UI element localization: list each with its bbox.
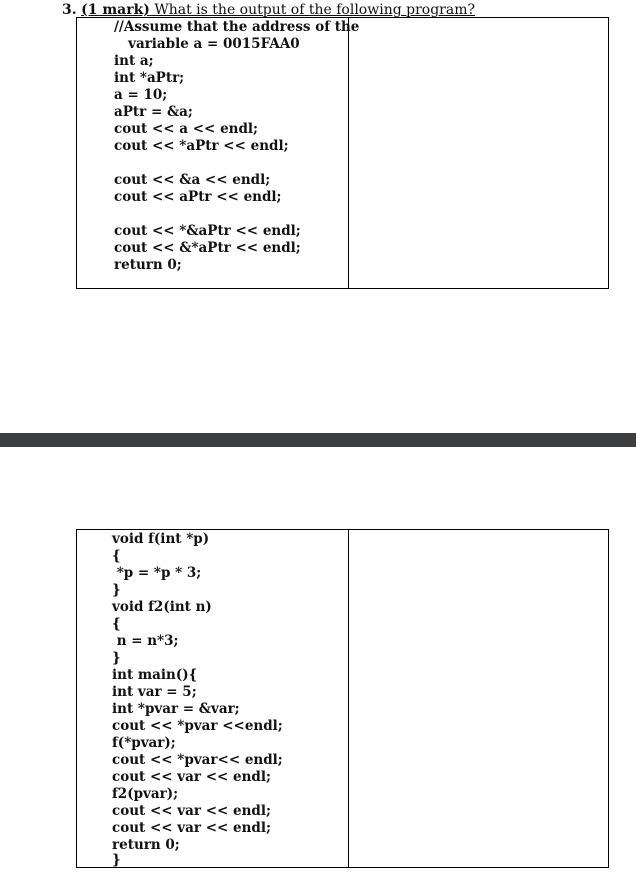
code-line: n = n*3; — [112, 633, 179, 649]
code-line: } — [112, 650, 121, 666]
question-marks: (1 mark) — [81, 2, 150, 18]
code-line: *p = *p * 3; — [112, 565, 202, 581]
code-line: cout << *pvar <<endl; — [112, 718, 283, 734]
program-table-2 — [76, 529, 609, 868]
question-text — [81, 2, 475, 18]
code-line: cout << &a << endl; — [114, 172, 271, 188]
question-number: 3. — [62, 2, 77, 18]
code-line: void f(int *p) — [112, 531, 210, 547]
code-line: int *pvar = &var; — [112, 701, 240, 717]
code-line: { — [112, 548, 121, 564]
code-line: cout << aPtr << endl; — [114, 189, 282, 205]
code-line: cout << *&aPtr << endl; — [114, 223, 301, 239]
code-line: } — [112, 582, 121, 598]
code-line: int *aPtr; — [114, 70, 185, 86]
code-line: f(*pvar); — [112, 735, 176, 751]
page-divider-bar — [0, 433, 636, 447]
code-cell-2 — [77, 530, 349, 867]
code-line: //Assume that the address of the — [114, 19, 360, 35]
code-line: return 0; — [112, 837, 180, 853]
code-line: f2(pvar); — [112, 786, 179, 802]
code-line: int var = 5; — [112, 684, 197, 700]
code-line: cout << var << endl; — [112, 769, 271, 785]
code-line: cout << a << endl; — [114, 121, 259, 137]
code-line: cout << var << endl; — [112, 820, 271, 836]
code-cell-1 — [77, 18, 360, 288]
code-line: { — [112, 616, 121, 632]
program-table-1 — [76, 17, 609, 289]
code-line: cout << *pvar<< endl; — [112, 752, 283, 768]
code-line: void f2(int n) — [112, 599, 212, 615]
answer-cell-1[interactable] — [349, 18, 608, 288]
question-prompt: What is the output of the following program? — [149, 2, 475, 18]
code-line: int a; — [114, 53, 154, 69]
answer-cell-2[interactable] — [349, 530, 608, 867]
code-line: int main(){ — [112, 667, 198, 683]
code-line: aPtr = &a; — [114, 104, 193, 120]
code-line: cout << var << endl; — [112, 803, 271, 819]
code-line: a = 10; — [114, 87, 168, 103]
code-line: } — [112, 852, 121, 868]
code-line: variable a = 0015FAA0 — [114, 36, 300, 52]
code-line: return 0; — [114, 257, 182, 273]
code-line: cout << *aPtr << endl; — [114, 138, 289, 154]
code-line: cout << &*aPtr << endl; — [114, 240, 301, 256]
